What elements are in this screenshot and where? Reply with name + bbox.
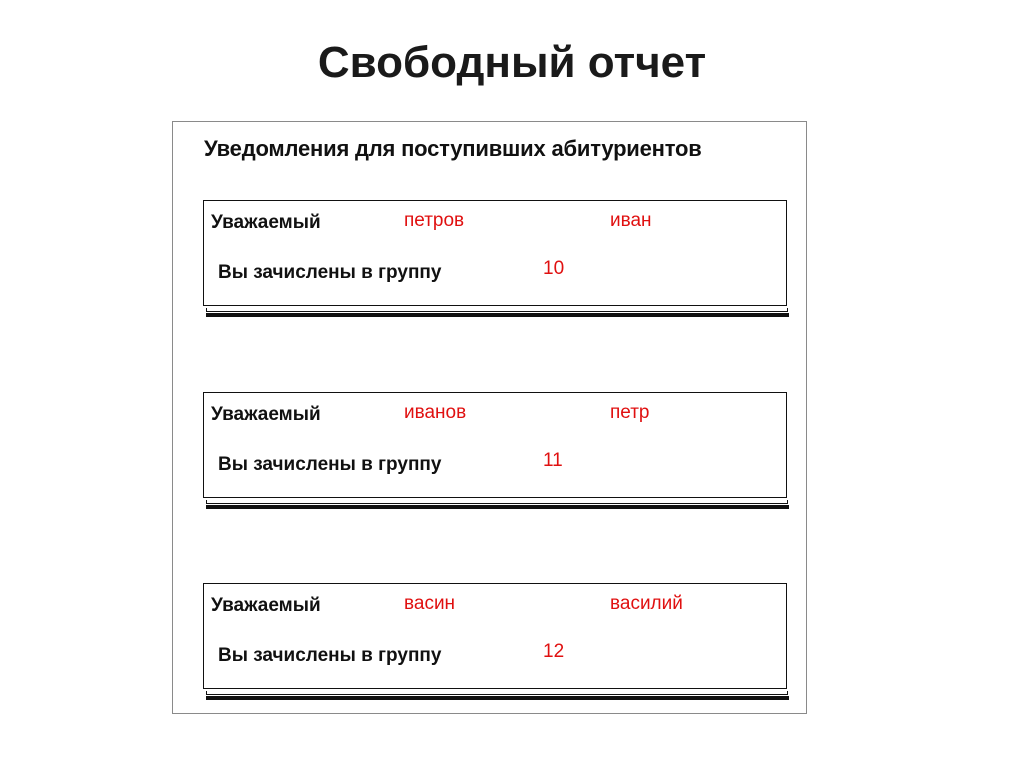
group-number: 11 bbox=[543, 450, 563, 471]
group-number: 10 bbox=[543, 258, 565, 279]
notification-card bbox=[203, 392, 787, 498]
last-name: петров bbox=[404, 210, 465, 231]
last-name: васин bbox=[404, 593, 456, 614]
group-number: 12 bbox=[543, 641, 565, 662]
greeting-label: Уважаемый bbox=[211, 212, 321, 233]
first-name: петр bbox=[610, 402, 650, 423]
group-label: Вы зачислены в группу bbox=[218, 645, 442, 666]
first-name: иван bbox=[610, 210, 652, 231]
first-name: василий bbox=[610, 593, 683, 614]
greeting-label: Уважаемый bbox=[211, 404, 321, 425]
group-label: Вы зачислены в группу bbox=[218, 454, 442, 475]
report-heading: Уведомления для поступивших абитуриентов bbox=[204, 136, 702, 161]
notification-card bbox=[203, 583, 787, 689]
greeting-label: Уважаемый bbox=[211, 595, 321, 616]
notification-card bbox=[203, 200, 787, 306]
last-name: иванов bbox=[404, 402, 467, 423]
slide-title: Свободный отчет bbox=[317, 38, 707, 87]
group-label: Вы зачислены в группу bbox=[218, 262, 442, 283]
